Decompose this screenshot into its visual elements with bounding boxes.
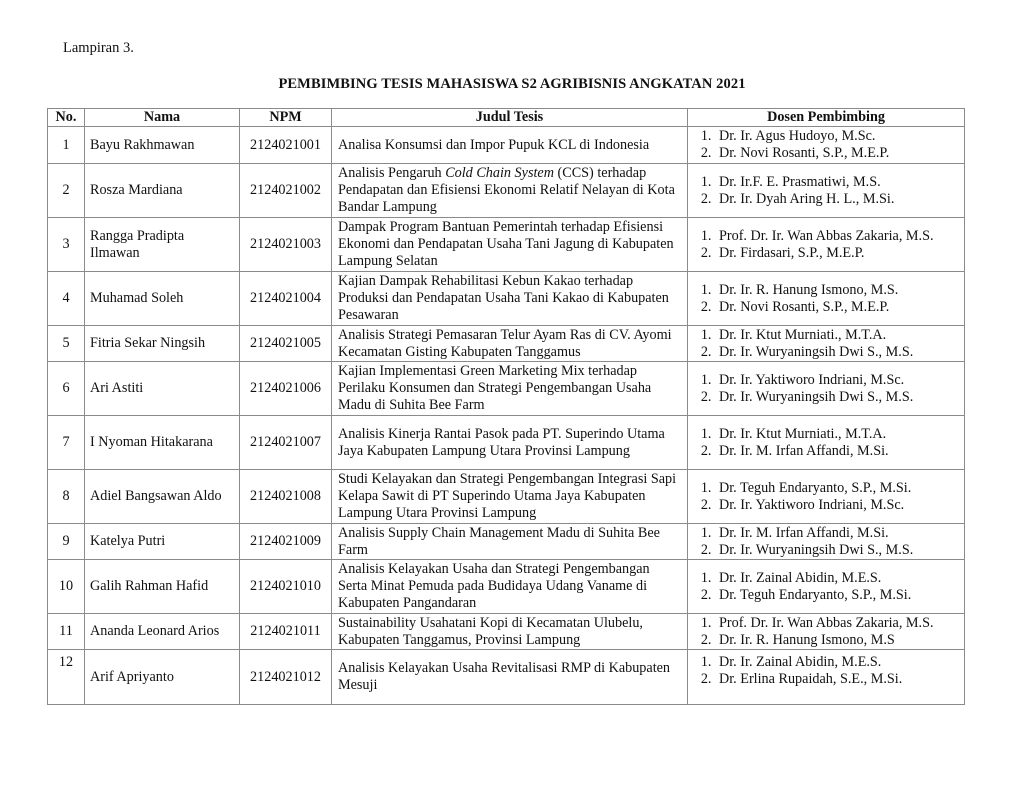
judul-text: Analisis Strategi Pemasaran Telur Ayam Ras di CV. Ayomi Kecamatan Gisting Kabupaten Tanggamus: [338, 326, 672, 360]
cell-nama: Katelya Putri: [85, 524, 240, 560]
cell-no: 6: [48, 362, 85, 416]
supervisor-list: [693, 480, 959, 514]
supervisor-2: 2. Dr. Ir. Wuryaningsih Dwi S., M.S.: [715, 389, 959, 406]
cell-dosen-pembimbing: [688, 524, 965, 560]
supervisor-2: 2. Dr. Firdasari, S.P., M.E.P.: [715, 245, 959, 262]
judul-text: Kajian Dampak Rehabilitasi Kebun Kakao terhadap Produksi dan Pendapatan Usaha Tani Kakao di Kabupaten Pesawaran: [338, 273, 669, 323]
judul-text: Sustainability Usahatani Kopi di Kecamatan Ulubelu, Kabupaten Tanggamus, Provinsi Lampung: [338, 614, 643, 648]
cell-nama: Rosza Mardiana: [85, 164, 240, 218]
supervisor-2: 2. Dr. Ir. Wuryaningsih Dwi S., M.S.: [715, 344, 959, 361]
supervisor-2: 2. Dr. Novi Rosanti, S.P., M.E.P.: [715, 145, 959, 162]
cell-judul-tesis: [332, 326, 688, 362]
cell-dosen-pembimbing: [688, 362, 965, 416]
header-no: No.: [48, 109, 85, 127]
cell-nama: I Nyoman Hitakarana: [85, 416, 240, 470]
cell-no: 10: [48, 560, 85, 614]
judul-text: Kajian Implementasi Green Marketing Mix terhadap Perilaku Konsumen dan Strategi Pengembangan Usaha Madu di Suhita Bee Farm: [338, 363, 652, 413]
supervisor-1: 1. Prof. Dr. Ir. Wan Abbas Zakaria, M.S.: [715, 615, 959, 632]
cell-judul-tesis: [332, 416, 688, 470]
supervisor-list: [693, 282, 959, 316]
supervisor-list: [693, 570, 959, 604]
cell-nama: Muhamad Soleh: [85, 272, 240, 326]
table-row: [48, 218, 965, 272]
supervisor-table: [47, 108, 965, 705]
cell-dosen-pembimbing: [688, 614, 965, 650]
attachment-label: Lampiran 3.: [63, 40, 134, 56]
cell-npm: 2124021002: [240, 164, 332, 218]
judul-text-cont: (CCS) terhadap Pendapatan dan Efisiensi Ekonomi Relatif Nelayan di Kota Bandar Lampung: [338, 165, 675, 215]
cell-no: 7: [48, 416, 85, 470]
cell-nama: Adiel Bangsawan Aldo: [85, 470, 240, 524]
judul-text: Analisis Supply Chain Management Madu di Suhita Bee Farm: [338, 524, 660, 558]
cell-judul-tesis: [332, 362, 688, 416]
table-row: [48, 650, 965, 705]
supervisor-list: [693, 654, 959, 688]
table-row: [48, 272, 965, 326]
supervisor-list: [693, 128, 959, 162]
header-nama: Nama: [85, 109, 240, 127]
supervisor-list: [693, 327, 959, 361]
supervisor-list: [693, 426, 959, 460]
cell-judul-tesis: [332, 218, 688, 272]
cell-nama: Bayu Rakhmawan: [85, 127, 240, 164]
cell-npm: 2124021006: [240, 362, 332, 416]
supervisor-2: 2. Dr. Teguh Endaryanto, S.P., M.Si.: [715, 587, 959, 604]
judul-text: Analisis Pengaruh: [338, 165, 446, 181]
supervisor-1: 1. Dr. Ir. Ktut Murniati., M.T.A.: [715, 327, 959, 344]
cell-npm: 2124021008: [240, 470, 332, 524]
table-row: [48, 416, 965, 470]
supervisor-1: 1. Dr. Ir. M. Irfan Affandi, M.Si.: [715, 525, 959, 542]
cell-no: 5: [48, 326, 85, 362]
table-row: [48, 614, 965, 650]
supervisor-2: 2. Dr. Ir. Dyah Aring H. L., M.Si.: [715, 191, 959, 208]
header-dosen-pembimbing: Dosen Pembimbing: [688, 109, 965, 127]
header-npm: NPM: [240, 109, 332, 127]
cell-judul-tesis: [332, 127, 688, 164]
header-judul-tesis: Judul Tesis: [332, 109, 688, 127]
cell-no: 12: [48, 650, 85, 705]
cell-judul-tesis: [332, 470, 688, 524]
table-row: [48, 524, 965, 560]
cell-npm: 2124021009: [240, 524, 332, 560]
cell-no: 9: [48, 524, 85, 560]
supervisor-1: 1. Dr. Ir. Zainal Abidin, M.E.S.: [715, 654, 959, 671]
judul-text: Analisis Kelayakan Usaha dan Strategi Pengembangan Serta Minat Pemuda pada Budidaya Udang Vaname di Kabupaten Pangandaran: [338, 561, 650, 611]
supervisor-1: 1. Dr. Ir. Yaktiworo Indriani, M.Sc.: [715, 372, 959, 389]
cell-judul-tesis: [332, 614, 688, 650]
cell-dosen-pembimbing: [688, 470, 965, 524]
judul-text: Dampak Program Bantuan Pemerintah terhadap Efisiensi Ekonomi dan Pendapatan Usaha Tani Jagung di Kabupaten Lampung Selatan: [338, 219, 674, 269]
table-row: [48, 164, 965, 218]
supervisor-1: 1. Dr. Ir.F. E. Prasmatiwi, M.S.: [715, 174, 959, 191]
cell-judul-tesis: [332, 164, 688, 218]
table-row: [48, 127, 965, 164]
cell-npm: 2124021001: [240, 127, 332, 164]
supervisor-2: 2. Dr. Novi Rosanti, S.P., M.E.P.: [715, 299, 959, 316]
judul-text: Studi Kelayakan dan Strategi Pengembangan Integrasi Sapi Kelapa Sawit di PT Superindo Utama Jaya Kabupaten Lampung Utara Provinsi Lampung: [338, 471, 677, 521]
judul-text: Analisis Kelayakan Usaha Revitalisasi RMP di Kabupaten Mesuji: [338, 660, 671, 693]
cell-dosen-pembimbing: [688, 127, 965, 164]
cell-no: 8: [48, 470, 85, 524]
cell-judul-tesis: [332, 560, 688, 614]
cell-dosen-pembimbing: [688, 218, 965, 272]
supervisor-2: 2. Dr. Erlina Rupaidah, S.E., M.Si.: [715, 671, 959, 688]
supervisor-list: [693, 372, 959, 406]
cell-no: 3: [48, 218, 85, 272]
supervisor-list: [693, 525, 959, 559]
cell-nama: Rangga Pradipta Ilmawan: [85, 218, 240, 272]
judul-text: Analisa Konsumsi dan Impor Pupuk KCL di Indonesia: [338, 136, 650, 153]
table-row: [48, 326, 965, 362]
document-title: PEMBIMBING TESIS MAHASISWA S2 AGRIBISNIS ANGKATAN 2021: [278, 76, 746, 92]
cell-nama: Fitria Sekar Ningsih: [85, 326, 240, 362]
cell-nama: Ananda Leonard Arios: [85, 614, 240, 650]
cell-npm: 2124021005: [240, 326, 332, 362]
supervisor-2: 2. Dr. Ir. R. Hanung Ismono, M.S: [715, 632, 959, 649]
cell-no: 2: [48, 164, 85, 218]
table-row: [48, 560, 965, 614]
table-header-row: [48, 109, 965, 127]
cell-no: 1: [48, 127, 85, 164]
supervisor-1: 1. Prof. Dr. Ir. Wan Abbas Zakaria, M.S.: [715, 228, 959, 245]
cell-npm: 2124021004: [240, 272, 332, 326]
cell-npm: 2124021003: [240, 218, 332, 272]
supervisor-1: 1. Dr. Ir. Agus Hudoyo, M.Sc.: [715, 128, 959, 145]
supervisor-2: 2. Dr. Ir. M. Irfan Affandi, M.Si.: [715, 443, 959, 460]
judul-italic-text: Cold Chain System: [445, 165, 554, 181]
cell-no: 11: [48, 614, 85, 650]
supervisor-list: [693, 228, 959, 262]
cell-dosen-pembimbing: [688, 650, 965, 705]
supervisor-1: 1. Dr. Ir. R. Hanung Ismono, M.S.: [715, 282, 959, 299]
cell-dosen-pembimbing: [688, 416, 965, 470]
cell-npm: 2124021012: [240, 650, 332, 705]
supervisor-2: 2. Dr. Ir. Wuryaningsih Dwi S., M.S.: [715, 542, 959, 559]
supervisor-list: [693, 174, 959, 208]
cell-judul-tesis: [332, 272, 688, 326]
judul-text: Analisis Kinerja Rantai Pasok pada PT. Superindo Utama Jaya Kabupaten Lampung Utara Provinsi Lampung: [338, 425, 665, 459]
supervisor-1: 1. Dr. Ir. Ktut Murniati., M.T.A.: [715, 426, 959, 443]
supervisor-1: 1. Dr. Teguh Endaryanto, S.P., M.Si.: [715, 480, 959, 497]
cell-dosen-pembimbing: [688, 326, 965, 362]
supervisor-2: 2. Dr. Ir. Yaktiworo Indriani, M.Sc.: [715, 497, 959, 514]
table-row: [48, 470, 965, 524]
supervisor-1: 1. Dr. Ir. Zainal Abidin, M.E.S.: [715, 570, 959, 587]
cell-npm: 2124021007: [240, 416, 332, 470]
cell-dosen-pembimbing: [688, 560, 965, 614]
cell-nama: Ari Astiti: [85, 362, 240, 416]
cell-judul-tesis: [332, 650, 688, 705]
supervisor-list: [693, 615, 959, 649]
table-row: [48, 362, 965, 416]
cell-nama: Arif Apriyanto: [85, 650, 240, 705]
cell-npm: 2124021010: [240, 560, 332, 614]
cell-no: 4: [48, 272, 85, 326]
cell-nama: Galih Rahman Hafid: [85, 560, 240, 614]
cell-judul-tesis: [332, 524, 688, 560]
cell-npm: 2124021011: [240, 614, 332, 650]
cell-dosen-pembimbing: [688, 164, 965, 218]
cell-dosen-pembimbing: [688, 272, 965, 326]
